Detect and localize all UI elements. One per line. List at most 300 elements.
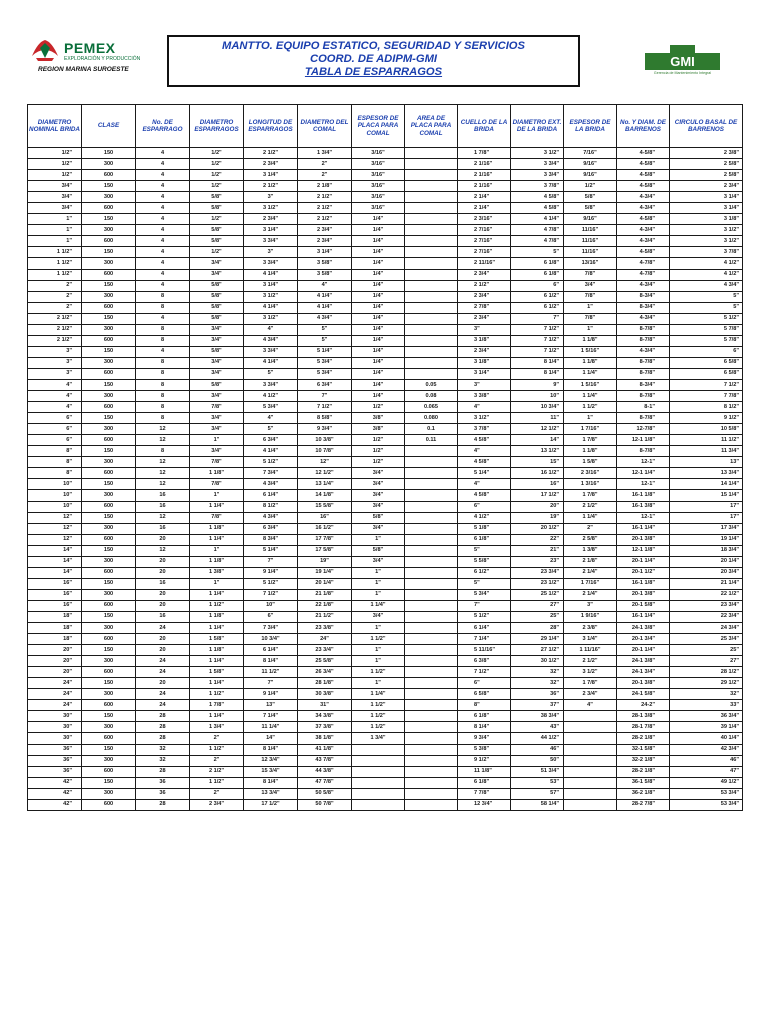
table-cell: 32-2 1/8" <box>617 755 670 766</box>
table-cell: 20 <box>136 600 190 611</box>
table-cell: 14 1/4" <box>670 479 743 490</box>
table-cell: 5/8" <box>190 313 244 324</box>
table-cell: 12 <box>136 424 190 435</box>
table-cell: 29 1/2" <box>670 678 743 689</box>
table-row <box>28 413 743 424</box>
table-cell: 14" <box>511 435 564 446</box>
table-cell: 600 <box>82 700 136 711</box>
table-cell: 1" <box>352 578 405 589</box>
table-cell: 20-1 3/8" <box>617 589 670 600</box>
table-cell: 8-7/8" <box>617 335 670 346</box>
table-cell <box>405 170 458 181</box>
table-cell <box>405 280 458 291</box>
table-cell <box>405 225 458 236</box>
table-cell: 16" <box>28 578 82 589</box>
table-cell: 24-1 3/8" <box>617 623 670 634</box>
table-cell: 4 1/2" <box>670 269 743 280</box>
table-cell: 3 1/4" <box>670 203 743 214</box>
table-cell: 1" <box>190 578 244 589</box>
table-cell: 8 <box>136 368 190 379</box>
table-cell: 5" <box>244 424 298 435</box>
table-cell: 1 3/4" <box>190 722 244 733</box>
table-cell: 20-1 1/4" <box>617 645 670 656</box>
table-row <box>28 567 743 578</box>
table-cell: 36" <box>28 766 82 777</box>
table-row <box>28 313 743 324</box>
table-row <box>28 722 743 733</box>
table-cell: 3/4" <box>190 324 244 335</box>
table-cell: 20-1 3/4" <box>617 634 670 645</box>
table-cell: 5 1/4" <box>458 468 511 479</box>
table-cell: 1" <box>564 302 617 313</box>
table-cell: 11 3/4" <box>670 446 743 457</box>
table-cell: 7/8" <box>190 512 244 523</box>
table-row <box>28 623 743 634</box>
column-header: AREA DE PLACA PARA COMAL <box>405 105 458 148</box>
table-cell <box>405 247 458 258</box>
table-cell: 4-5/8" <box>617 170 670 181</box>
table-cell <box>405 645 458 656</box>
table-cell: 8-7/8" <box>617 368 670 379</box>
table-cell: 150 <box>82 280 136 291</box>
table-cell: 2 3/4" <box>298 225 352 236</box>
table-cell: 13 3/4" <box>670 468 743 479</box>
table-cell: 4 7/8" <box>511 225 564 236</box>
table-cell: 5/8" <box>352 512 405 523</box>
table-cell: 32" <box>511 678 564 689</box>
table-cell: 10" <box>28 490 82 501</box>
table-cell: 5 11/16" <box>458 645 511 656</box>
table-cell: 1 5/8" <box>190 667 244 678</box>
table-row <box>28 689 743 700</box>
table-cell: 16-1 1/4" <box>617 523 670 534</box>
table-row <box>28 634 743 645</box>
table-cell: 1" <box>352 656 405 667</box>
table-cell: 3 1/8" <box>670 214 743 225</box>
table-cell: 8 5/8" <box>298 413 352 424</box>
table-cell <box>405 733 458 744</box>
table-cell: 1 1/2" <box>352 711 405 722</box>
table-cell: 1 1/2" <box>352 667 405 678</box>
table-cell: 4" <box>28 402 82 413</box>
table-cell: 5/8" <box>564 192 617 203</box>
table-cell: 7/8" <box>564 269 617 280</box>
table-cell: 3/8" <box>352 424 405 435</box>
table-cell: 3 7/8" <box>670 247 743 258</box>
table-cell: 36 <box>136 788 190 799</box>
table-cell: 6 1/4" <box>244 490 298 501</box>
table-cell: 28-2 1/8" <box>617 733 670 744</box>
table-cell: 0.11 <box>405 435 458 446</box>
table-cell: 12-7/8" <box>617 424 670 435</box>
table-cell: 8-3/4" <box>617 291 670 302</box>
table-cell: 50 5/8" <box>298 788 352 799</box>
table-cell: 600 <box>82 170 136 181</box>
table-cell: 6" <box>511 280 564 291</box>
table-cell: 150 <box>82 148 136 159</box>
table-row <box>28 744 743 755</box>
table-cell: 42 3/4" <box>670 744 743 755</box>
table-cell: 2 1/2" <box>458 280 511 291</box>
table-cell: 600 <box>82 799 136 810</box>
table-cell: 16" <box>298 512 352 523</box>
table-row <box>28 678 743 689</box>
table-cell: 12" <box>28 523 82 534</box>
table-cell: 1 1/2" <box>28 258 82 269</box>
table-cell: 300 <box>82 457 136 468</box>
table-cell: 7 1/2" <box>511 346 564 357</box>
table-cell: 3/4" <box>28 203 82 214</box>
table-cell: 3/4" <box>28 181 82 192</box>
table-cell: 1/4" <box>352 236 405 247</box>
table-cell: 2" <box>298 170 352 181</box>
table-cell: 3 5/8" <box>298 269 352 280</box>
table-cell: 43" <box>511 722 564 733</box>
table-cell: 5" <box>458 578 511 589</box>
table-cell: 12-1 1/8" <box>617 435 670 446</box>
table-cell: 4" <box>564 700 617 711</box>
table-cell: 150 <box>82 578 136 589</box>
table-cell: 11 1/4" <box>244 722 298 733</box>
table-cell: 4 1/4" <box>298 302 352 313</box>
table-cell: 20 <box>136 589 190 600</box>
table-cell: 300 <box>82 490 136 501</box>
table-cell: 2 3/4" <box>564 689 617 700</box>
table-cell: 4 1/4" <box>244 446 298 457</box>
table-cell: 4 <box>136 280 190 291</box>
table-cell: 7 1/2" <box>670 379 743 390</box>
table-cell: 1/2" <box>190 148 244 159</box>
table-cell: 17 1/2" <box>511 490 564 501</box>
table-cell: 3/16" <box>352 181 405 192</box>
table-cell: 1 3/8" <box>564 545 617 556</box>
column-header: DIAMETRO DEL COMAL <box>298 105 352 148</box>
table-cell: 28 <box>136 733 190 744</box>
table-cell: 3/4" <box>190 357 244 368</box>
table-cell: 4 <box>136 203 190 214</box>
table-cell: 4-7/8" <box>617 258 670 269</box>
column-header: DIAMETRO EXT. DE LA BRIDA <box>511 105 564 148</box>
table-cell <box>352 744 405 755</box>
table-cell: 23 1/2" <box>511 578 564 589</box>
table-cell: 8" <box>28 446 82 457</box>
table-cell: 24" <box>28 689 82 700</box>
table-cell: 2 1/2" <box>298 192 352 203</box>
table-cell: 4-3/4" <box>617 236 670 247</box>
table-row <box>28 346 743 357</box>
table-cell: 16 1/2" <box>298 523 352 534</box>
table-cell: 57" <box>511 788 564 799</box>
table-cell: 9 1/4" <box>244 567 298 578</box>
table-cell: 1/4" <box>352 302 405 313</box>
table-cell: 8 1/4" <box>458 722 511 733</box>
table-cell: 3/4" <box>352 556 405 567</box>
table-cell: 150 <box>82 545 136 556</box>
table-cell: 3/16" <box>352 159 405 170</box>
table-cell: 150 <box>82 446 136 457</box>
table-cell: 58 1/4" <box>511 799 564 810</box>
table-cell <box>564 711 617 722</box>
table-cell: 1 1/2" <box>352 634 405 645</box>
table-cell: 1 3/8" <box>190 567 244 578</box>
table-cell: 1 3/16" <box>564 479 617 490</box>
table-cell: 8 1/4" <box>511 368 564 379</box>
title-box <box>167 35 580 87</box>
table-cell: 8" <box>28 468 82 479</box>
table-cell: 18" <box>28 634 82 645</box>
table-cell: 8 1/4" <box>244 777 298 788</box>
table-cell: 3 1/2" <box>511 148 564 159</box>
table-cell: 1 3/4" <box>352 733 405 744</box>
table-cell: 300 <box>82 788 136 799</box>
table-cell <box>405 258 458 269</box>
table-cell: 3 1/2" <box>244 203 298 214</box>
table-cell: 36 3/4" <box>670 711 743 722</box>
table-cell: 2 3/4" <box>244 214 298 225</box>
table-cell: 4" <box>28 379 82 390</box>
table-row <box>28 667 743 678</box>
table-cell: 1" <box>28 214 82 225</box>
table-cell: 3/4" <box>190 269 244 280</box>
table-cell: 2 3/16" <box>458 214 511 225</box>
table-cell: 5 1/2" <box>244 578 298 589</box>
table-cell: 2" <box>28 302 82 313</box>
table-cell: 4 <box>136 170 190 181</box>
table-cell: 3/4" <box>352 468 405 479</box>
table-cell: 42" <box>28 788 82 799</box>
table-cell: 1/4" <box>352 379 405 390</box>
table-cell <box>405 357 458 368</box>
table-cell: 38 3/4" <box>511 711 564 722</box>
column-header: CLASE <box>82 105 136 148</box>
table-cell: 32 <box>136 755 190 766</box>
table-cell: 1" <box>28 236 82 247</box>
table-cell: 4-5/8" <box>617 148 670 159</box>
table-cell: 36-1 5/8" <box>617 777 670 788</box>
table-cell <box>564 722 617 733</box>
table-cell: 4 5/8" <box>511 192 564 203</box>
table-cell: 600 <box>82 203 136 214</box>
table-row <box>28 258 743 269</box>
table-cell: 1 1/4" <box>564 368 617 379</box>
table-cell: 19" <box>298 556 352 567</box>
table-cell: 1 1/4" <box>190 534 244 545</box>
table-cell: 3 1/4" <box>298 247 352 258</box>
table-cell: 47" <box>670 766 743 777</box>
table-row <box>28 148 743 159</box>
table-cell: 300 <box>82 656 136 667</box>
table-cell: 17 3/4" <box>670 523 743 534</box>
table-cell: 1/2" <box>190 170 244 181</box>
table-cell: 4-3/4" <box>617 313 670 324</box>
table-cell: 1 1/8" <box>564 446 617 457</box>
table-cell: 5 3/8" <box>458 744 511 755</box>
table-cell: 300 <box>82 291 136 302</box>
table-cell: 20 1/4" <box>670 556 743 567</box>
table-row <box>28 291 743 302</box>
table-cell: 2 1/2" <box>244 181 298 192</box>
table-cell <box>405 479 458 490</box>
table-cell: 8 <box>136 391 190 402</box>
column-header: No. Y DIAM. DE BARRENOS <box>617 105 670 148</box>
table-cell <box>564 788 617 799</box>
table-cell: 12-1" <box>617 512 670 523</box>
table-cell: 1 5/16" <box>564 346 617 357</box>
table-cell: 4-3/4" <box>617 192 670 203</box>
table-cell: 1 1/2" <box>564 402 617 413</box>
table-cell <box>405 567 458 578</box>
table-cell: 1/4" <box>352 225 405 236</box>
table-cell: 2 7/8" <box>458 302 511 313</box>
table-cell: 1/2" <box>28 170 82 181</box>
table-cell: 5 1/8" <box>458 523 511 534</box>
table-cell: 300 <box>82 159 136 170</box>
table-cell: 12 1/2" <box>511 424 564 435</box>
table-cell <box>405 611 458 622</box>
table-cell <box>405 512 458 523</box>
table-cell: 150 <box>82 678 136 689</box>
table-cell: 19 1/4" <box>298 567 352 578</box>
table-cell: 6" <box>28 424 82 435</box>
table-cell: 7" <box>244 678 298 689</box>
table-cell <box>405 291 458 302</box>
table-row <box>28 501 743 512</box>
table-cell: 28" <box>511 623 564 634</box>
table-cell: 24" <box>28 700 82 711</box>
table-cell: 1 7/16" <box>564 578 617 589</box>
table-cell: 2" <box>190 788 244 799</box>
table-cell <box>405 755 458 766</box>
table-cell: 2" <box>28 291 82 302</box>
table-cell: 600 <box>82 435 136 446</box>
table-cell: 16" <box>28 589 82 600</box>
table-cell: 12 <box>136 457 190 468</box>
table-cell: 1 7/8" <box>564 678 617 689</box>
table-row <box>28 645 743 656</box>
table-cell: 33" <box>670 700 743 711</box>
table-cell: 300 <box>82 523 136 534</box>
table-cell: 8" <box>28 457 82 468</box>
gmi-logo-mark-icon <box>645 45 720 75</box>
table-cell <box>405 490 458 501</box>
table-cell: 5" <box>670 291 743 302</box>
table-cell: 4 7/8" <box>511 236 564 247</box>
table-cell <box>405 656 458 667</box>
table-cell: 25 5/8" <box>298 656 352 667</box>
table-cell: 50 7/8" <box>298 799 352 810</box>
table-cell: 8 <box>136 357 190 368</box>
table-cell: 6 5/8" <box>458 689 511 700</box>
table-cell <box>405 346 458 357</box>
table-cell: 300 <box>82 722 136 733</box>
table-cell: 3/8" <box>352 413 405 424</box>
table-cell: 29 1/4" <box>511 634 564 645</box>
table-cell <box>564 799 617 810</box>
table-cell: 24-1 3/8" <box>617 656 670 667</box>
table-cell: 8-3/4" <box>617 379 670 390</box>
table-cell: 41 1/8" <box>298 744 352 755</box>
table-cell <box>564 744 617 755</box>
table-cell: 4 3/4" <box>244 512 298 523</box>
table-cell: 3/4" <box>190 258 244 269</box>
table-cell: 600 <box>82 335 136 346</box>
table-cell: 51 3/4" <box>511 766 564 777</box>
table-cell: 4-5/8" <box>617 159 670 170</box>
table-cell: 32" <box>670 689 743 700</box>
table-cell: 9 1/2" <box>670 413 743 424</box>
table-cell: 3" <box>28 346 82 357</box>
table-cell: 28-1 7/8" <box>617 722 670 733</box>
table-cell: 3/4" <box>190 368 244 379</box>
table-row <box>28 379 743 390</box>
table-cell: 150 <box>82 379 136 390</box>
table-cell: 6 1/2" <box>511 302 564 313</box>
table-cell: 4-3/4" <box>617 225 670 236</box>
table-cell: 20-1 3/8" <box>617 534 670 545</box>
table-cell: 6" <box>670 346 743 357</box>
table-cell: 3" <box>244 247 298 258</box>
table-row <box>28 335 743 346</box>
table-cell: 4" <box>298 280 352 291</box>
table-cell: 8-7/8" <box>617 324 670 335</box>
table-cell: 2 1/4" <box>564 589 617 600</box>
table-cell: 3 7/8" <box>458 424 511 435</box>
table-cell: 4 1/2" <box>458 512 511 523</box>
table-cell: 2 1/8" <box>564 556 617 567</box>
table-cell: 4" <box>28 391 82 402</box>
table-cell: 3 7/8" <box>511 181 564 192</box>
table-cell: 7 1/2" <box>244 589 298 600</box>
table-cell: 2 3/4" <box>458 346 511 357</box>
table-cell: 6 3/4" <box>298 379 352 390</box>
table-cell: 6 1/4" <box>244 645 298 656</box>
table-cell: 20-1 1/2" <box>617 567 670 578</box>
table-cell <box>352 777 405 788</box>
table-cell: 2 1/2" <box>564 656 617 667</box>
table-cell: 5 1/4" <box>244 545 298 556</box>
table-cell: 4 <box>136 236 190 247</box>
table-cell: 20-1 1/4" <box>617 556 670 567</box>
table-row <box>28 214 743 225</box>
table-cell: 1 7/8" <box>190 700 244 711</box>
table-cell: 11 1/8" <box>458 766 511 777</box>
table-cell: 5" <box>244 368 298 379</box>
table-cell: 3 3/8" <box>458 391 511 402</box>
table-cell: 2 1/2" <box>298 214 352 225</box>
table-row <box>28 192 743 203</box>
table-cell: 2 3/4" <box>190 799 244 810</box>
table-cell: 16 <box>136 578 190 589</box>
table-cell: 20 3/4" <box>670 567 743 578</box>
table-cell: 2 7/16" <box>458 247 511 258</box>
table-cell: 1 9/16" <box>564 611 617 622</box>
table-cell: 1/4" <box>352 313 405 324</box>
table-row <box>28 203 743 214</box>
table-cell: 8 1/4" <box>511 357 564 368</box>
table-cell: 5 3/4" <box>244 402 298 413</box>
table-row <box>28 490 743 501</box>
table-cell: 1/4" <box>352 346 405 357</box>
table-cell: 25 3/4" <box>670 634 743 645</box>
table-cell: 49 1/2" <box>670 777 743 788</box>
table-cell: 20 <box>136 645 190 656</box>
table-row <box>28 799 743 810</box>
table-cell: 38 1/8" <box>298 733 352 744</box>
table-cell: 50" <box>511 755 564 766</box>
table-cell: 4 <box>136 313 190 324</box>
table-cell: 1 1/8" <box>190 468 244 479</box>
table-cell: 4 5/8" <box>458 490 511 501</box>
